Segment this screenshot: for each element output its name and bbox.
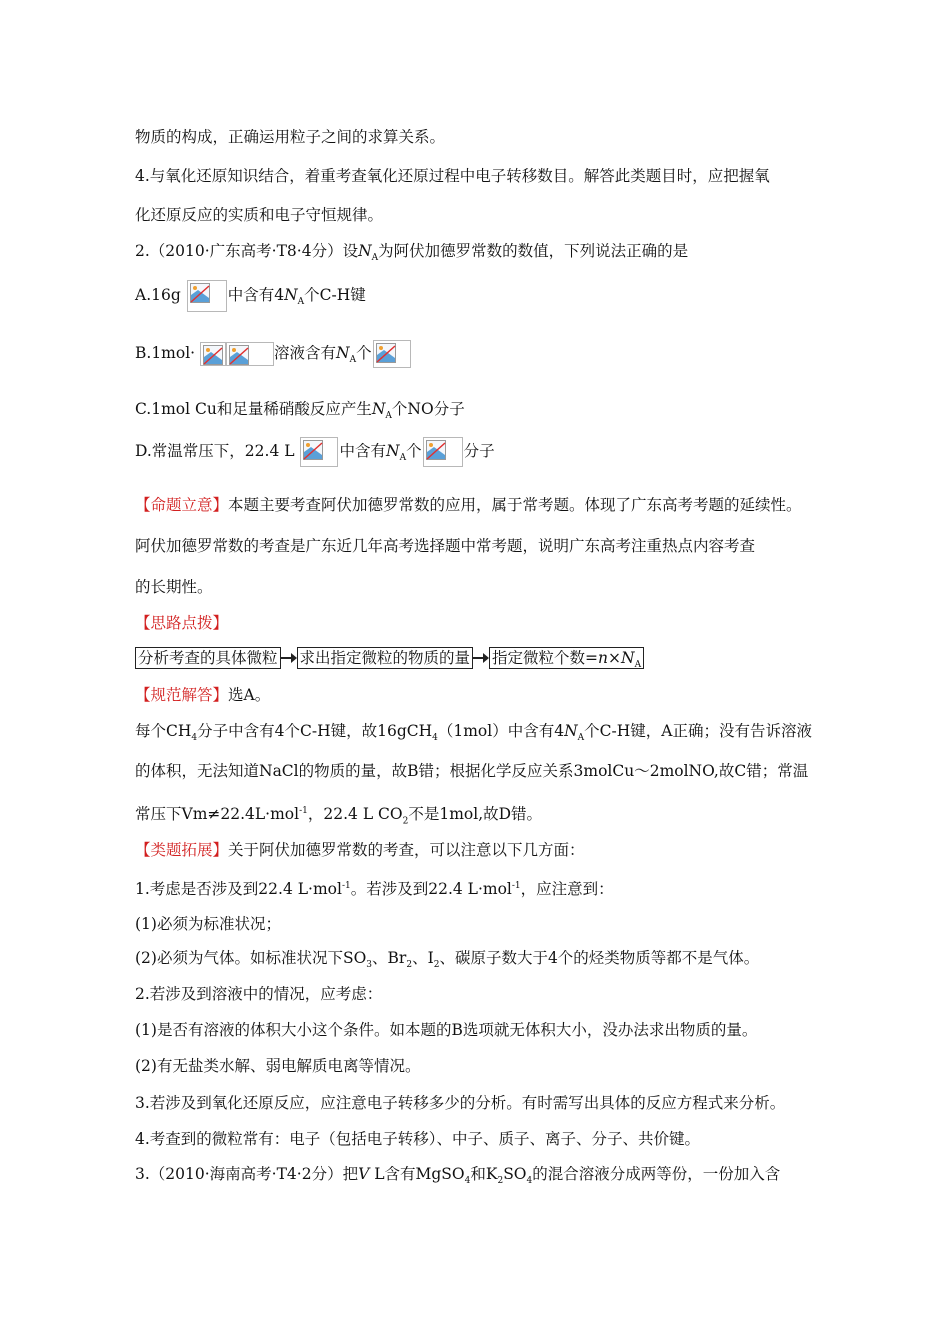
option-d: D.常温常压下，22.4 L 中含有$N_A$个 分子	[135, 437, 495, 469]
extension-line: (2)必须为气体。如标准状况下$SO_3$、$Br_2$、$I_2$、碳原子数大于4个的烃类物质等都不是气体。	[135, 949, 760, 971]
broken-image-icon	[200, 342, 226, 366]
solution-line-3: 常压下Vm≠22.4L·mol$^{-1}$，22.4 L $CO_2$不是1mol,故D错。	[135, 805, 543, 827]
extension-line: (1)是否有溶液的体积大小这个条件。如本题的B选项就无体积大小，没办法求出物质的量。	[135, 1021, 758, 1039]
arrow-right-icon	[281, 648, 297, 668]
option-a: A.16g 中含有$4N_A$个C-H键	[135, 280, 366, 313]
paragraph-line: 物质的构成，正确运用粒子之间的求算关系。	[135, 128, 446, 146]
silu-heading	[135, 612, 228, 634]
broken-image-icon	[423, 437, 463, 467]
solution-line-1: 每个$CH_4$分子中含有4个C-H键，故16gCH$_4$（1mol）中含有$4N_A$个C-H键，A正确；没有告诉溶液	[135, 722, 812, 744]
arrow-right-icon	[473, 648, 489, 668]
broken-image-icon	[373, 340, 411, 368]
extension-line: 2.若涉及到溶液中的情况，应考虑：	[135, 985, 383, 1003]
broken-image-icon	[226, 342, 274, 366]
option-b: B.1mol· 溶液含有$N_A$个	[135, 340, 412, 371]
section-tag: 【命题立意】	[135, 496, 229, 514]
section-tag: 【规范解答】	[135, 686, 229, 704]
paragraph-line: 阿伏加德罗常数的考查是广东近几年高考选择题中常考题，说明广东高考注重热点内容考查	[135, 537, 756, 555]
section-tag: 【思路点拨】	[135, 614, 229, 632]
solution-line-2: 的体积，无法知道NaCl的物质的量，故B错；根据化学反应关系3molCu～2molNO,故C错；常温	[135, 762, 809, 780]
broken-image-icon	[187, 280, 227, 312]
option-c: C.1mol Cu和足量稀硝酸反应产生$N_A$个NO分子	[135, 400, 465, 422]
flow-step: 指定微粒个数$=n\times N_A$	[489, 647, 644, 669]
question-2-stem: 2.（2010·广东高考·T8·4分）设$N_A$为阿伏加德罗常数的数值，下列说法正确的是	[135, 242, 689, 264]
leiti-heading: 【类题拓展】关于阿伏加德罗常数的考查，可以注意以下几方面：	[135, 841, 585, 859]
mingti-line-1: 【命题立意】本题主要考查阿伏加德罗常数的应用，属于常考题。体现了广东高考考题的延续性。	[135, 496, 802, 514]
paragraph-line: 4.与氧化还原知识结合，着重考查氧化还原过程中电子转移数目。解答此类题目时，应把握氧	[135, 167, 770, 185]
extension-line: (2)有无盐类水解、弱电解质电离等情况。	[135, 1057, 421, 1075]
broken-image-icon	[300, 437, 338, 467]
extension-line: 1.考虑是否涉及到22.4 L·mol$^{-1}$。若涉及到22.4 L·mol$^{-1}$，应注意到：	[135, 880, 614, 899]
flow-step: 求出指定微粒的物质的量	[297, 647, 474, 669]
paragraph-line: 化还原反应的实质和电子守恒规律。	[135, 206, 384, 224]
question-3-stem: 3.（2010·海南高考·T4·2分）把V L含有MgSO$_4$和$K_2SO_4$的混合溶液分成两等份，一份加入含	[135, 1165, 781, 1187]
section-tag: 【类题拓展】	[135, 841, 229, 859]
extension-line: (1)必须为标准状况；	[135, 915, 281, 933]
thinking-flowchart	[135, 647, 644, 669]
extension-line: 3.若涉及到氧化还原反应，应注意电子转移多少的分析。有时需写出具体的反应方程式来分析。	[135, 1094, 786, 1112]
guifan-heading: 【规范解答】选A。	[135, 686, 271, 704]
paragraph-line: 的长期性。	[135, 578, 213, 596]
extension-line: 4.考查到的微粒常有：电子（包括电子转移）、中子、质子、离子、分子、共价键。	[135, 1130, 701, 1148]
flow-step: 分析考查的具体微粒	[135, 647, 281, 669]
